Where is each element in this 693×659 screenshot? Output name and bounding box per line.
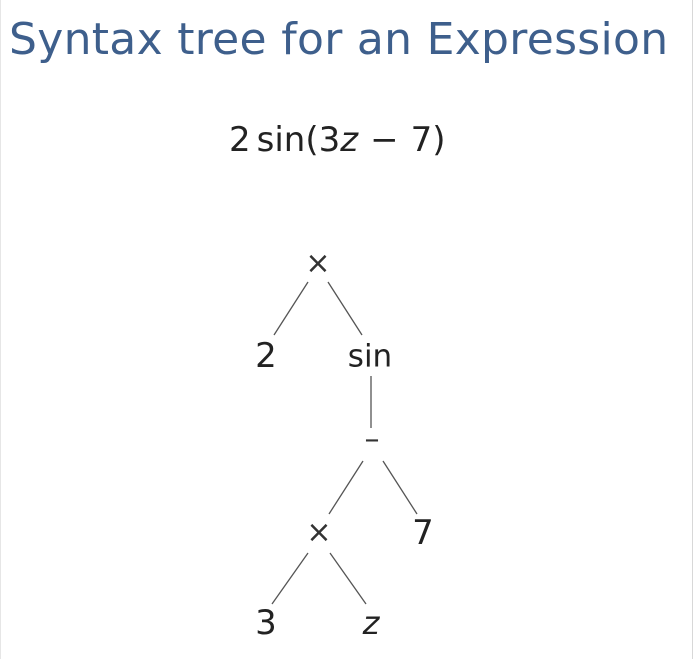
edge-minus-to-7 (383, 461, 417, 514)
expression-close-paren: ) (432, 120, 446, 160)
tree-node-7: 7 (412, 513, 434, 553)
slide-title: Syntax tree for an Expression (9, 14, 669, 65)
expression-minus-operator: − (370, 120, 399, 160)
tree-node-inner-times: × (306, 515, 332, 550)
edge-root-to-2 (274, 282, 308, 335)
tree-node-sin: sin (347, 338, 393, 375)
tree-node-root-times: × (305, 246, 331, 281)
tree-node-minus: – (364, 422, 380, 457)
expression-variable: z (340, 120, 359, 160)
expression-constant: 7 (410, 120, 433, 160)
edge-times-to-z (330, 553, 366, 604)
edge-minus-to-times (329, 461, 363, 514)
edge-times-to-3 (272, 553, 308, 604)
expression-inner-coefficient: 3 (318, 120, 341, 160)
expression-coefficient: 2 (229, 120, 251, 160)
expression-open-paren: ( (305, 120, 319, 160)
syntax-tree-edges (1, 0, 693, 659)
tree-node-2: 2 (255, 336, 277, 376)
edge-root-to-sin (328, 282, 362, 335)
tree-node-z: z (362, 604, 380, 642)
tree-node-3: 3 (255, 603, 277, 643)
expression-function: sin (256, 120, 306, 160)
